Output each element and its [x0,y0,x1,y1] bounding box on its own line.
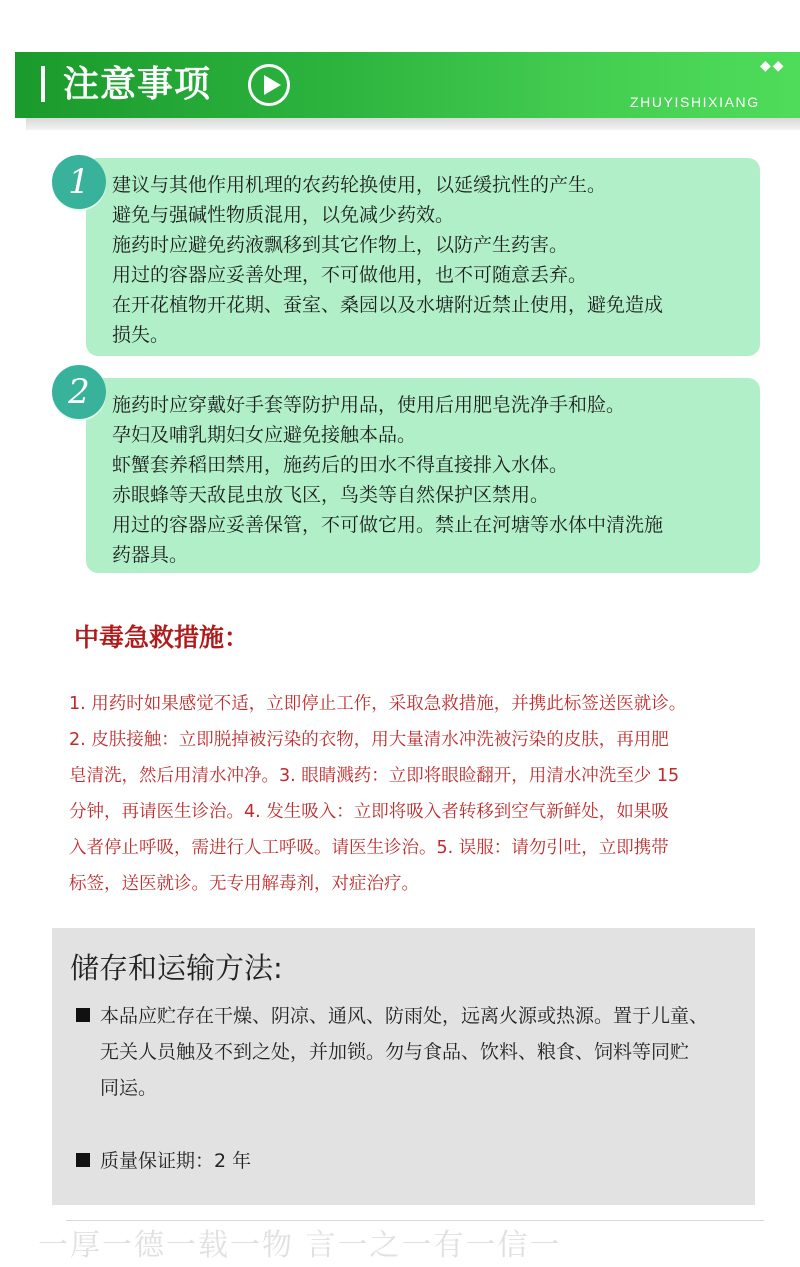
first-aid-line: 皂清洗，然后用清水冲净。3. 眼睛溅药：立即将眼睑翻开，用清水冲洗至少 15 [69,766,680,786]
play-circle-icon [248,64,290,106]
first-aid-body [69,686,769,902]
note-line: 施药时应避免药液飘移到其它作物上，以防产生药害。 [112,234,569,256]
note-line: 赤眼蜂等天敌昆虫放飞区，鸟类等自然保护区禁用。 [112,484,550,506]
square-bullet-icon [76,1153,90,1167]
note-line: 避免与强碱性物质混用，以免减少药效。 [112,204,455,226]
diamond-decor-icon: ◆◆ [760,58,786,74]
first-aid-line: 入者停止呼吸，需进行人工呼吸。请医生诊治。5. 误服：请勿引吐，立即携带 [69,838,669,858]
note-line: 用过的容器应妥善处理，不可做他用，也不可随意丢弃。 [112,264,588,286]
first-aid-line: 1. 用药时如果感觉不适，立即停止工作，采取急救措施，并携此标签送医就诊。 [69,694,687,714]
note-line: 建议与其他作用机理的农药轮换使用，以延缓抗性的产生。 [112,174,607,196]
page-title: 注意事项 [63,64,212,105]
note-card-2 [86,378,760,573]
header-banner [15,52,800,118]
storage-item-1 [100,998,708,1106]
storage-title: 储存和运输方法: [70,951,283,985]
banner-divider-bar [41,66,45,102]
note-line: 虾蟹套养稻田禁用，施药后的田水不得直接排入水体。 [112,454,569,476]
note-card-1 [86,158,760,356]
number-badge-1: 1 [52,155,106,209]
storage-line: 本品应贮存在干燥、阴凉、通风、防雨处，远离火源或热源。置于儿童、 [100,1005,709,1027]
number-badge-2: 2 [52,365,106,419]
first-aid-line: 标签，送医就诊。无专用解毒剂，对症治疗。 [69,874,419,894]
first-aid-line: 分钟，再请医生诊治。4. 发生吸入：立即将吸入者转移到空气新鲜处，如果吸 [69,802,669,822]
first-aid-line: 2. 皮肤接触：立即脱掉被污染的衣物，用大量清水冲洗被污染的皮肤，再用肥 [69,730,669,750]
storage-item-2: 质量保证期：2 年 [100,1150,252,1172]
note-line: 在开花植物开花期、蚕室、桑园以及水塘附近禁止使用，避免造成 [112,294,664,316]
storage-section [52,928,755,1205]
note-line: 损失。 [112,324,170,346]
banner-pinyin: ZHUYISHIXIANG [630,94,760,110]
motto-text: 一厚一德一载一物 言一之一有一信一 [38,1228,562,1263]
storage-line: 同运。 [100,1077,158,1099]
note-line: 用过的容器应妥善保管，不可做它用。禁止在河塘等水体中清洗施 [112,514,664,536]
note-line: 孕妇及哺乳期妇女应避免接触本品。 [112,424,417,446]
banner-shadow [26,118,800,130]
first-aid-title: 中毒急救措施： [74,623,250,652]
note-line: 药器具。 [112,544,189,566]
note-line: 施药时应穿戴好手套等防护用品，使用后用肥皂洗净手和脸。 [112,394,626,416]
square-bullet-icon [76,1008,90,1022]
storage-line: 无关人员触及不到之处，并加锁。勿与食品、饮料、粮食、饲料等同贮 [100,1041,690,1063]
